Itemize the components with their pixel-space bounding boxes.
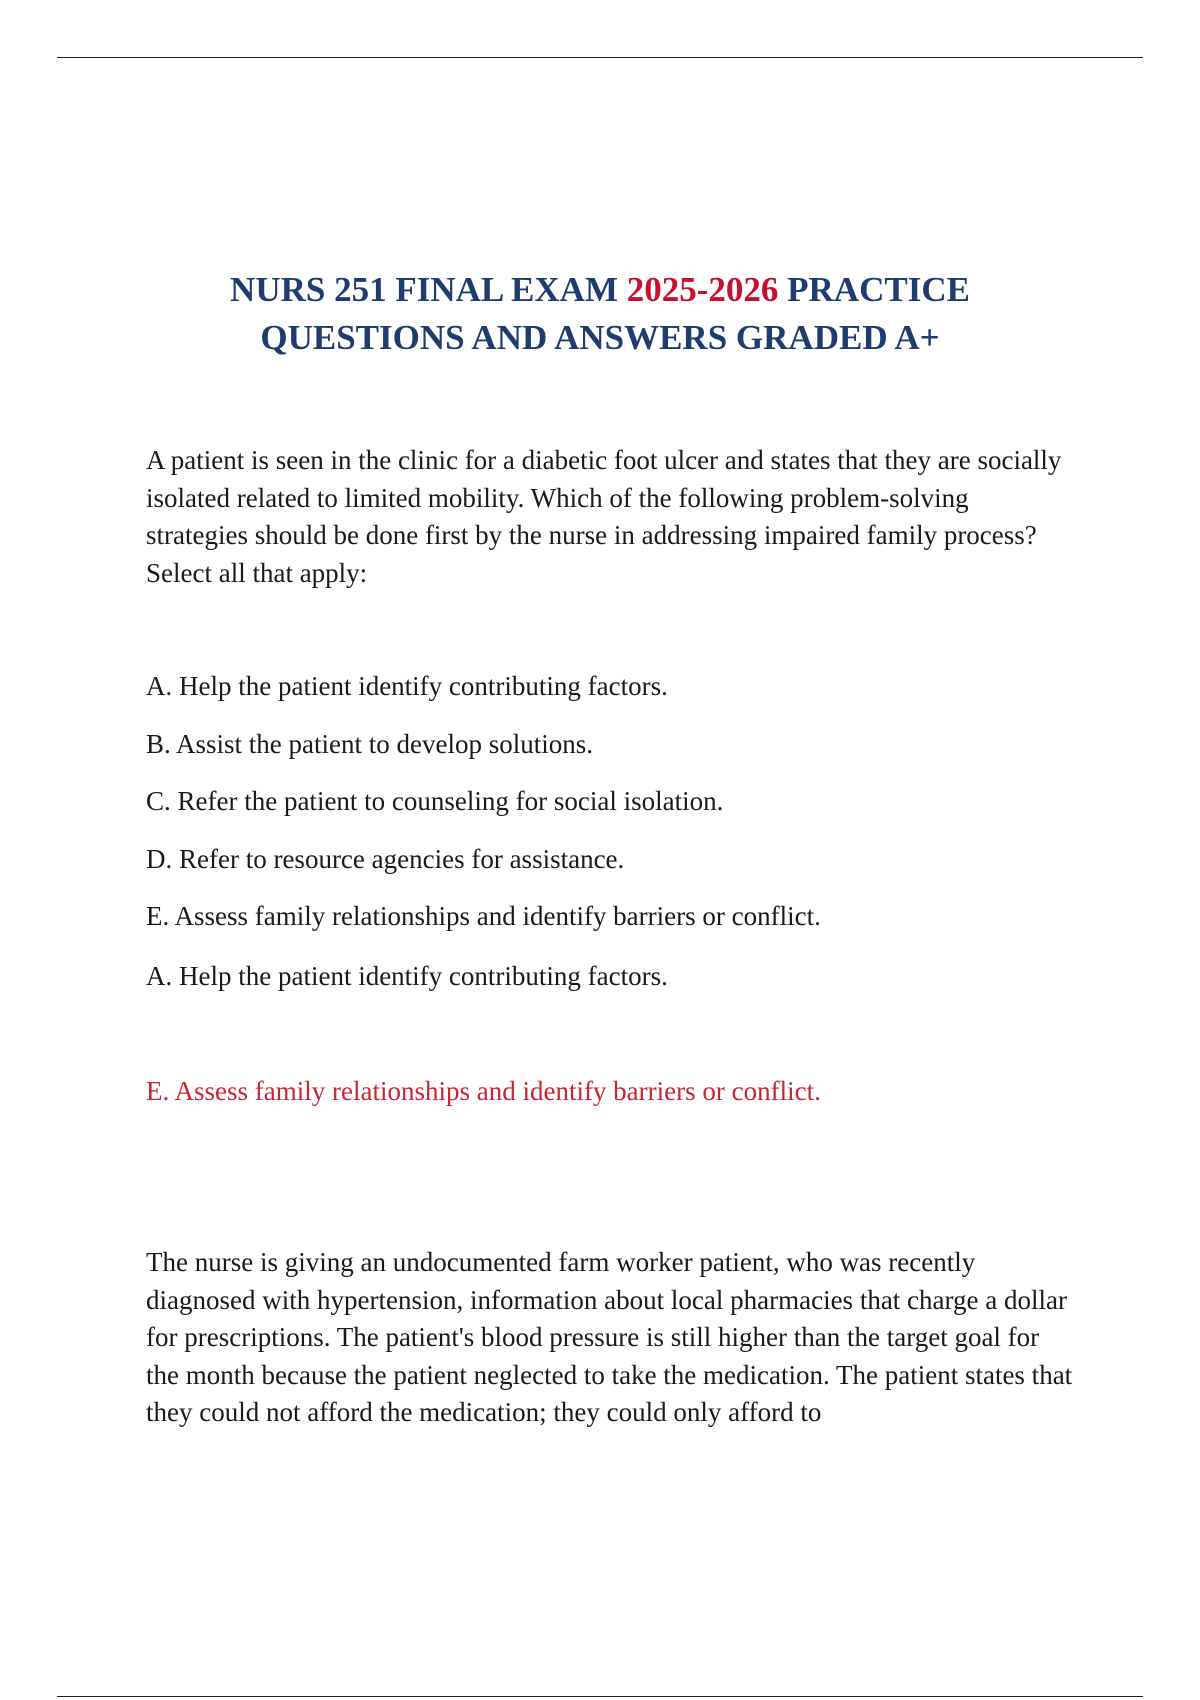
question-1-option-e: E. Assess family relationships and identify barriers or conflict.	[146, 901, 821, 931]
question-1-answer-a: A. Help the patient identify contributing factors.	[146, 961, 668, 991]
question-1-text: A patient is seen in the clinic for a diabetic foot ulcer and states that they are socially isolated related to limited mobility. Which of the following problem-solving strategies should be done first by the nurse in addressing impaired family process? Select all that apply:	[146, 445, 1062, 588]
title-year: 2025-2026	[626, 270, 779, 309]
question-1-option-a: A. Help the patient identify contributing factors.	[146, 671, 668, 701]
question-1-option-b: B. Assist the patient to develop solutions.	[146, 729, 593, 759]
title-course: NURS 251 FINAL EXAM	[230, 270, 627, 309]
question-1-option-c: C. Refer the patient to counseling for social isolation.	[146, 786, 724, 816]
title-line-2: QUESTIONS AND ANSWERS GRADED A+	[260, 318, 940, 357]
question-1-answer-e: E. Assess family relationships and identify barriers or conflict.	[146, 1076, 821, 1106]
bottom-rule	[57, 1696, 1143, 1697]
title-practice: PRACTICE	[778, 270, 970, 309]
question-2-text: The nurse is giving an undocumented farm worker patient, who was recently diagnosed with hypertension, information about local pharmacies that charge a dollar for prescriptions. The patient's blood pressure is still higher than the target goal for the month because the patient neglected to take the medication. The patient states that they could not afford the medication; they could only afford to	[146, 1247, 1073, 1427]
question-1-option-d: D. Refer to resource agencies for assistance.	[146, 844, 625, 874]
title-line-1	[100, 266, 1100, 314]
document-title	[100, 266, 1100, 362]
top-rule	[57, 57, 1143, 58]
